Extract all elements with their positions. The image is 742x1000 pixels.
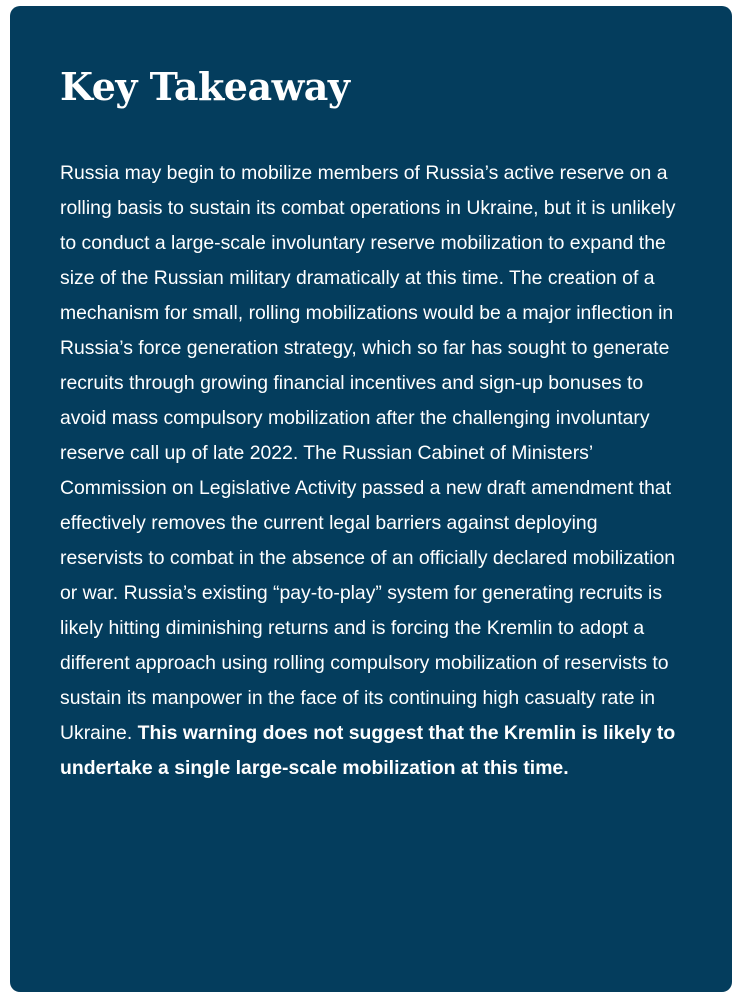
key-takeaway-title: Key Takeaway — [60, 64, 350, 109]
key-takeaway-body-text: Russia may begin to mobilize members of Russia’s active reserve on a rolling basis to sustain its combat operations in Ukraine, but it is unlikely to conduct a large-scale involuntary reserve mobilization to expand the size of the Russian military dramatically at this time. The creation of a mechanism for small, rolling mobilizations would be a major inflection in Russia’s force generation strategy, which so far has sought to generate recruits through growing financial incentives and sign-up bonuses to avoid mass compulsory mobilization after the challenging involuntary reserve call up of late 2022. The Russian Cabinet of Ministers’ Commission on Legislative Activity passed a new draft amendment that effectively removes the current legal barriers against deploying reservists to combat in the absence of an officially declared mobilization or war. Russia’s existing “pay-to-play” system for generating recruits is likely hitting diminishing returns and is forcing the Kremlin to adopt a different approach using rolling compulsory mobilization of reservists to sustain its manpower in the face of its continuing high casualty rate in Ukraine. — [60, 162, 676, 744]
key-takeaway-body — [60, 156, 682, 786]
key-takeaway-card — [10, 6, 732, 992]
key-takeaway-emphasis: This warning does not suggest that the Kremlin is likely to undertake a single large-scale mobilization at this time. — [60, 722, 676, 779]
